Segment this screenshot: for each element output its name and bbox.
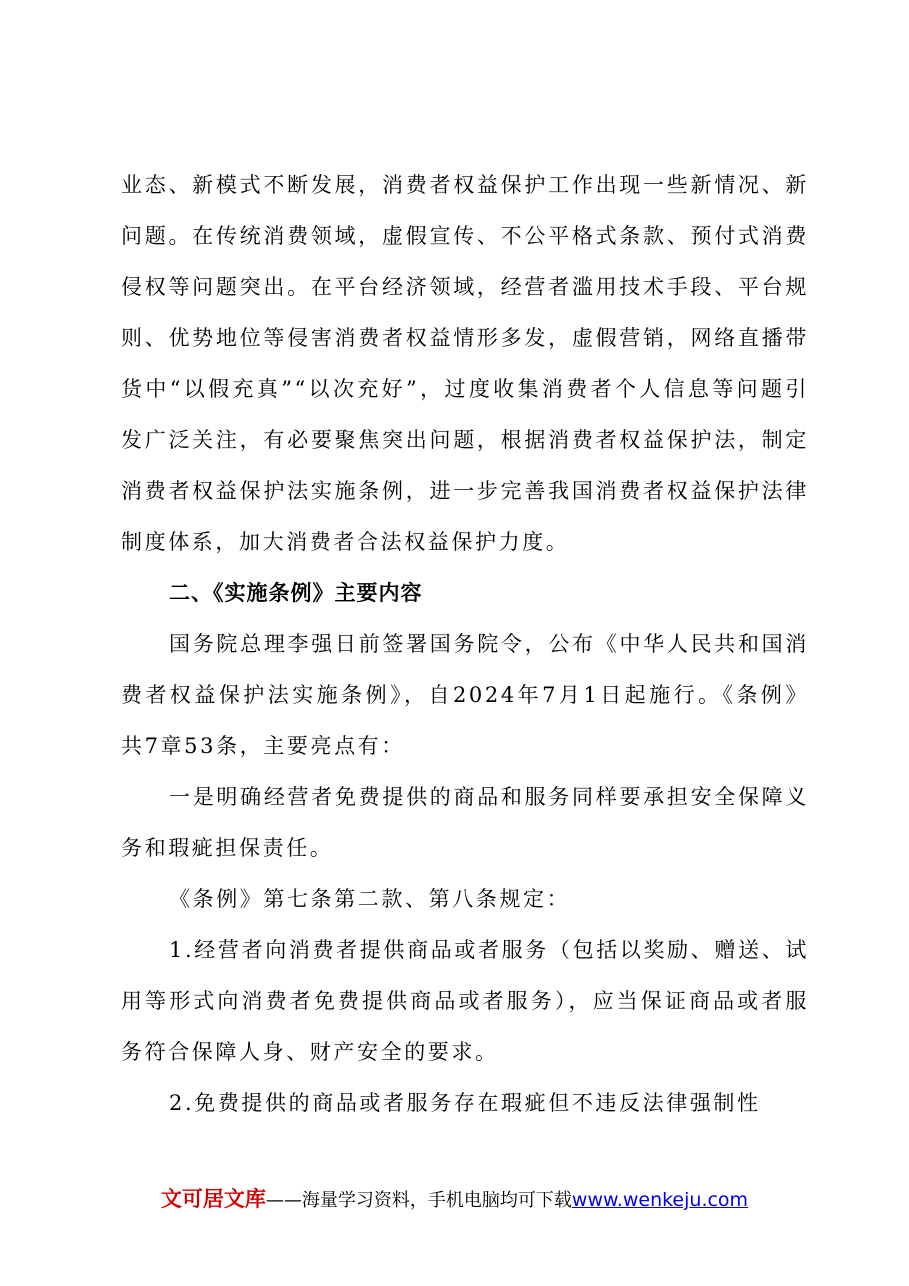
paragraph-regulation-reference: 《条例》第七条第二款、第八条规定： bbox=[169, 887, 571, 911]
document-body bbox=[121, 160, 809, 1129]
list-item-1: 1.经营者向消费者提供商品或者服务（包括以奖励、赠送、试用等形式向消费者免费提供商品或者服务），应当保证商品或者服务符合保障人身、财产安全的要求。 bbox=[121, 938, 809, 1064]
footer-tagline: ——海量学习资料，手机电脑均可下载 bbox=[265, 1190, 572, 1211]
paragraph-announcement: 国务院总理李强日前签署国务院令，公布《中华人民共和国消费者权益保护法实施条例》，自2024年7月1日起施行。《条例》共7章53条，主要亮点有： bbox=[121, 632, 809, 758]
list-item-2: 2.免费提供的商品或者服务存在瑕疵但不违反法律强制性 bbox=[169, 1091, 761, 1115]
footer-banner bbox=[0, 1183, 909, 1213]
footer-website-link[interactable]: www.wenkeju.com bbox=[571, 1189, 749, 1211]
section-heading: 二、《实施条例》主要内容 bbox=[169, 581, 423, 605]
paragraph-highlight-one: 一是明确经营者免费提供的商品和服务同样要承担安全保障义务和瑕疵担保责任。 bbox=[121, 785, 809, 860]
footer-brand: 文可居文库 bbox=[160, 1187, 266, 1211]
paragraph-continuation: 业态、新模式不断发展，消费者权益保护工作出现一些新情况、新问题。在传统消费领域，虚假宣传、不公平格式条款、预付式消费侵权等问题突出。在平台经济领域，经营者滥用技术手段、平台规则、优势地位等侵害消费者权益情形多发，虚假营销，网络直播带货中“以假充真”“以次充好”，过度收集消费者个人信息等问题引发广泛关注，有必要聚焦突出问题，根据消费者权益保护法，制定消费者权益保护法实施条例，进一步完善我国消费者权益保护法律制度体系，加大消费者合法权益保护力度。 bbox=[121, 173, 809, 554]
